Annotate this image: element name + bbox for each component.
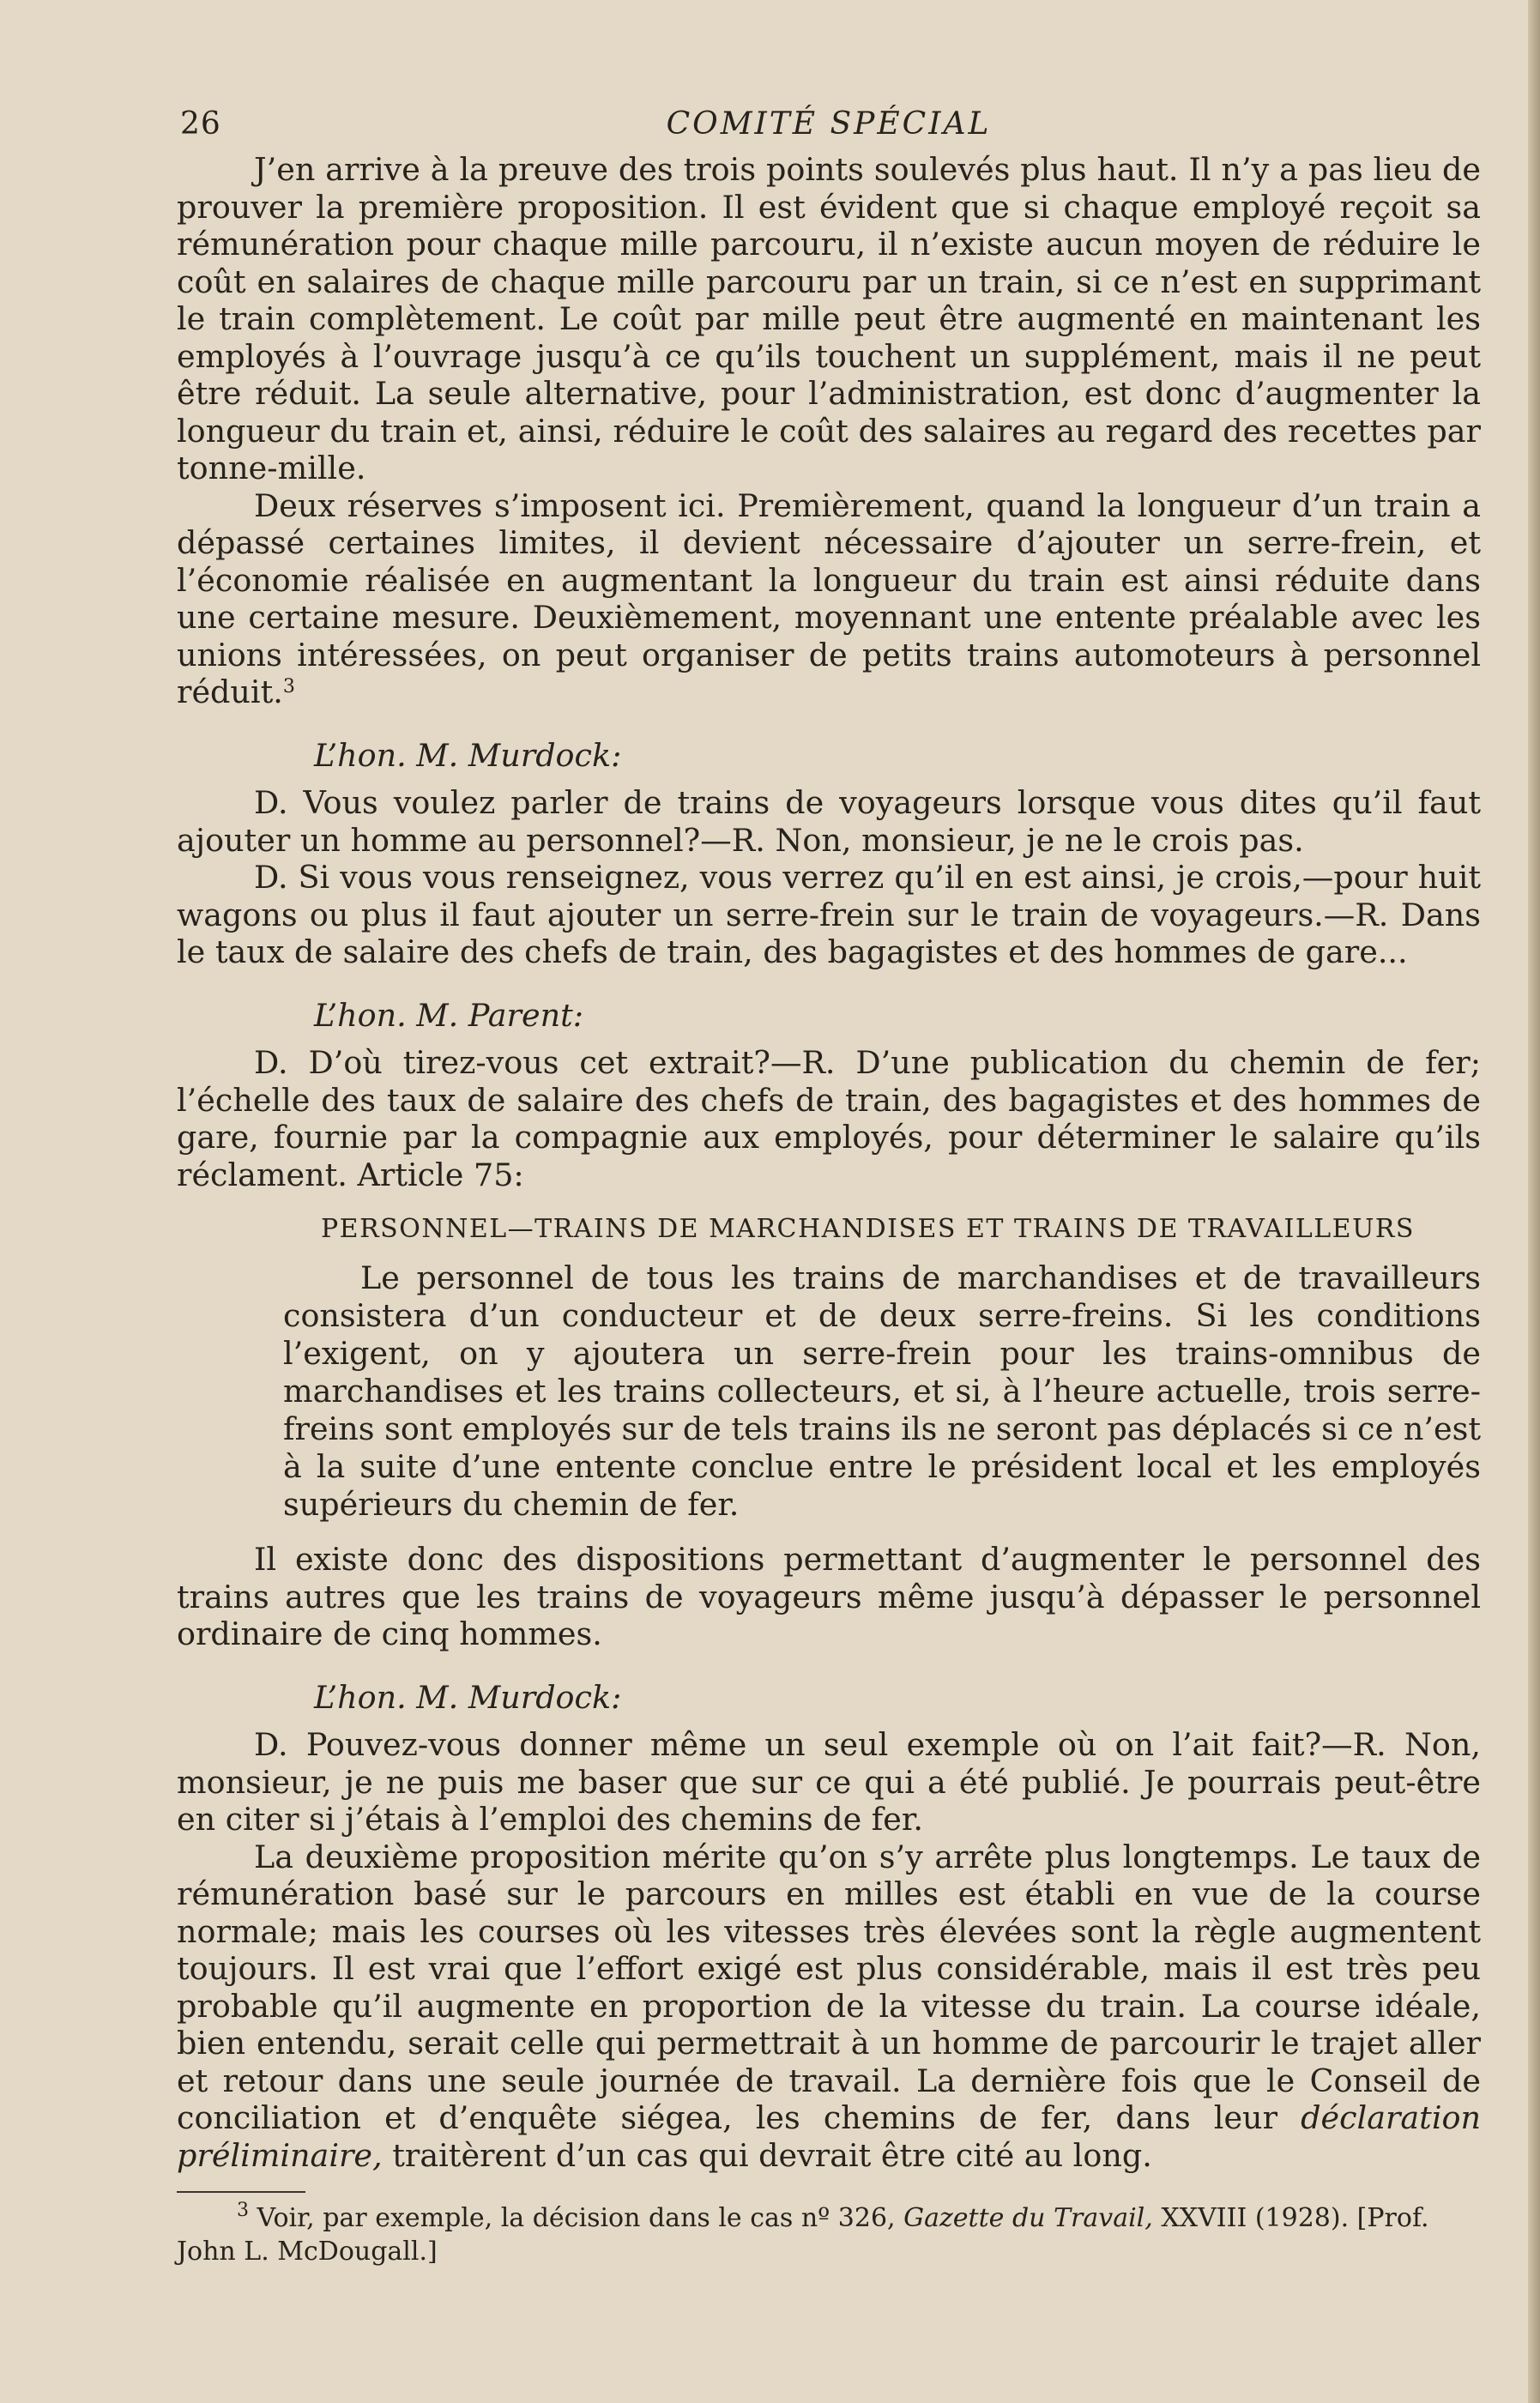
footnote-reference: 3 (282, 676, 295, 697)
paragraph-dispositions: Il existe donc des dispositions permettant d’augmenter le personnel des trains autres que les trains de voyageurs même jusqu’à dépasser le personnel ordinaire de cinq hommes. (177, 1541, 1481, 1652)
speaker-murdock-2: L’hon. M. Murdock: (314, 1678, 622, 1716)
paragraph-first-proposition: J’en arrive à la preuve des trois points soulevés plus haut. Il n’y a pas lieu de prouver la première proposition. Il est évident que si chaque employé reçoit sa rémunération pour chaque mille parcouru, il n’existe aucun moyen de réduire le coût en salaires de chaque mille parcouru par un train, si ce n’est en supprimant le train complètement. Le coût par mille peut être augmenté en maintenant les employés à l’ouvrage jusqu’à ce qu’ils touchent un supplément, mais il ne peut être réduit. La seule alternative, pour l’administration, est donc d’augmenter la longueur du train et, ainsi, réduire le coût des salaires au regard des recettes par tonne-mille. (177, 151, 1481, 486)
paragraph-reservations (177, 487, 1481, 711)
question-answer-4: D. Pouvez-vous donner même un seul exemple où on l’ait fait?—R. Non, monsieur, je ne puis me baser que sur ce qui a été publié. Je pourrais peut-être en citer si j’étais à l’emploi des chemins de fer. (177, 1726, 1481, 1838)
footnote (177, 2201, 1481, 2268)
footnote-number: 3 (237, 2200, 249, 2221)
paragraph-second-proposition-start: La deuxième proposition mérite qu’on s’y arrête plus longtemps. Le taux de rémunération basé sur le parcours en milles est établi en vue de la course normale; mais les courses où les vitesses très élevées sont la règle augmentent toujours. Il est vrai que l’effort exigé est plus considérable, mais il est très peu probable qu’il augmente en proportion de la vitesse du train. La course idéale, bien entendu, serait celle qui permettrait à un homme de parcourir le trajet aller et retour dans une seule journée de travail. La dernière fois que le Conseil de conciliation et d’enquête siégea, les chemins de fer, dans leur (177, 1838, 1481, 2136)
document-page (177, 86, 1481, 2268)
page-header (177, 86, 1481, 151)
running-title: COMITÉ SPÉCIAL (666, 106, 992, 142)
page-edge-shadow (1528, 0, 1540, 2403)
quoted-article-text: Le personnel de tous les trains de marchandises et de travailleurs consistera d’un conducteur et de deux serre-freins. Si les conditions l’exigent, on y ajoutera un serre-frein pour les trains-omnibus de marchandises et les trains collecteurs, et si, à l’heure actuelle, trois serre-freins sont employés sur de tels trains ils ne seront pas déplacés si ce n’est à la suite d’une entente conclue entre le président local et les employés supérieurs du chemin de fer. (283, 1259, 1481, 1523)
paragraph-second-proposition-end: traitèrent d’un cas qui devrait être cité au long. (392, 2136, 1152, 2174)
footnote-text-end: XXVIII (1928). [Prof. John L. McDougall.] (177, 2203, 1429, 2267)
page-number: 26 (180, 106, 221, 142)
preliminary-declaration-term: déclaration préliminaire, (177, 2099, 1481, 2174)
footnote-divider (177, 2191, 305, 2193)
footnote-source: Gazette du Travail, (903, 2203, 1153, 2233)
question-answer-3: D. D’où tirez-vous cet extrait?—R. D’une publication du chemin de fer; l’échelle des taux de salaire des chefs de train, des bagagistes et des hommes de gare, fournie par la compagnie aux employés, pour déterminer le salaire qu’ils réclament. Article 75: (177, 1044, 1481, 1193)
footnote-text-start: Voir, par exemple, la décision dans le cas nº 326, (257, 2203, 896, 2233)
paragraph-reservations-text: Deux réserves s’imposent ici. Premièrement, quand la longueur d’un train a dépassé certaines limites, il devient nécessaire d’ajouter un serre-frein, et l’économie réalisée en augmentant la longueur du train est ainsi réduite dans une certaine mesure. Deuxièmement, moyennant une entente préalable avec les unions intéressées, on peut organiser de petits trains automoteurs à personnel réduit. (177, 486, 1481, 710)
speaker-murdock: L’hon. M. Murdock: (314, 736, 622, 774)
paragraph-second-proposition (177, 1838, 1481, 2175)
speaker-parent: L’hon. M. Parent: (314, 996, 584, 1034)
quoted-article-heading: PERSONNEL—TRAINS DE MARCHANDISES ET TRAINS DE TRAVAILLEURS (321, 1214, 1415, 1244)
question-answer-1: D. Vous voulez parler de trains de voyageurs lorsque vous dites qu’il faut ajouter un homme au personnel?—R. Non, monsieur, je ne le crois pas. (177, 784, 1481, 859)
question-answer-2: D. Si vous vous renseignez, vous verrez qu’il en est ainsi, je crois,—pour huit wagons ou plus il faut ajouter un serre-frein sur le train de voyageurs.—R. Dans le taux de salaire des chefs de train, des bagagistes et des hommes de gare... (177, 859, 1481, 970)
